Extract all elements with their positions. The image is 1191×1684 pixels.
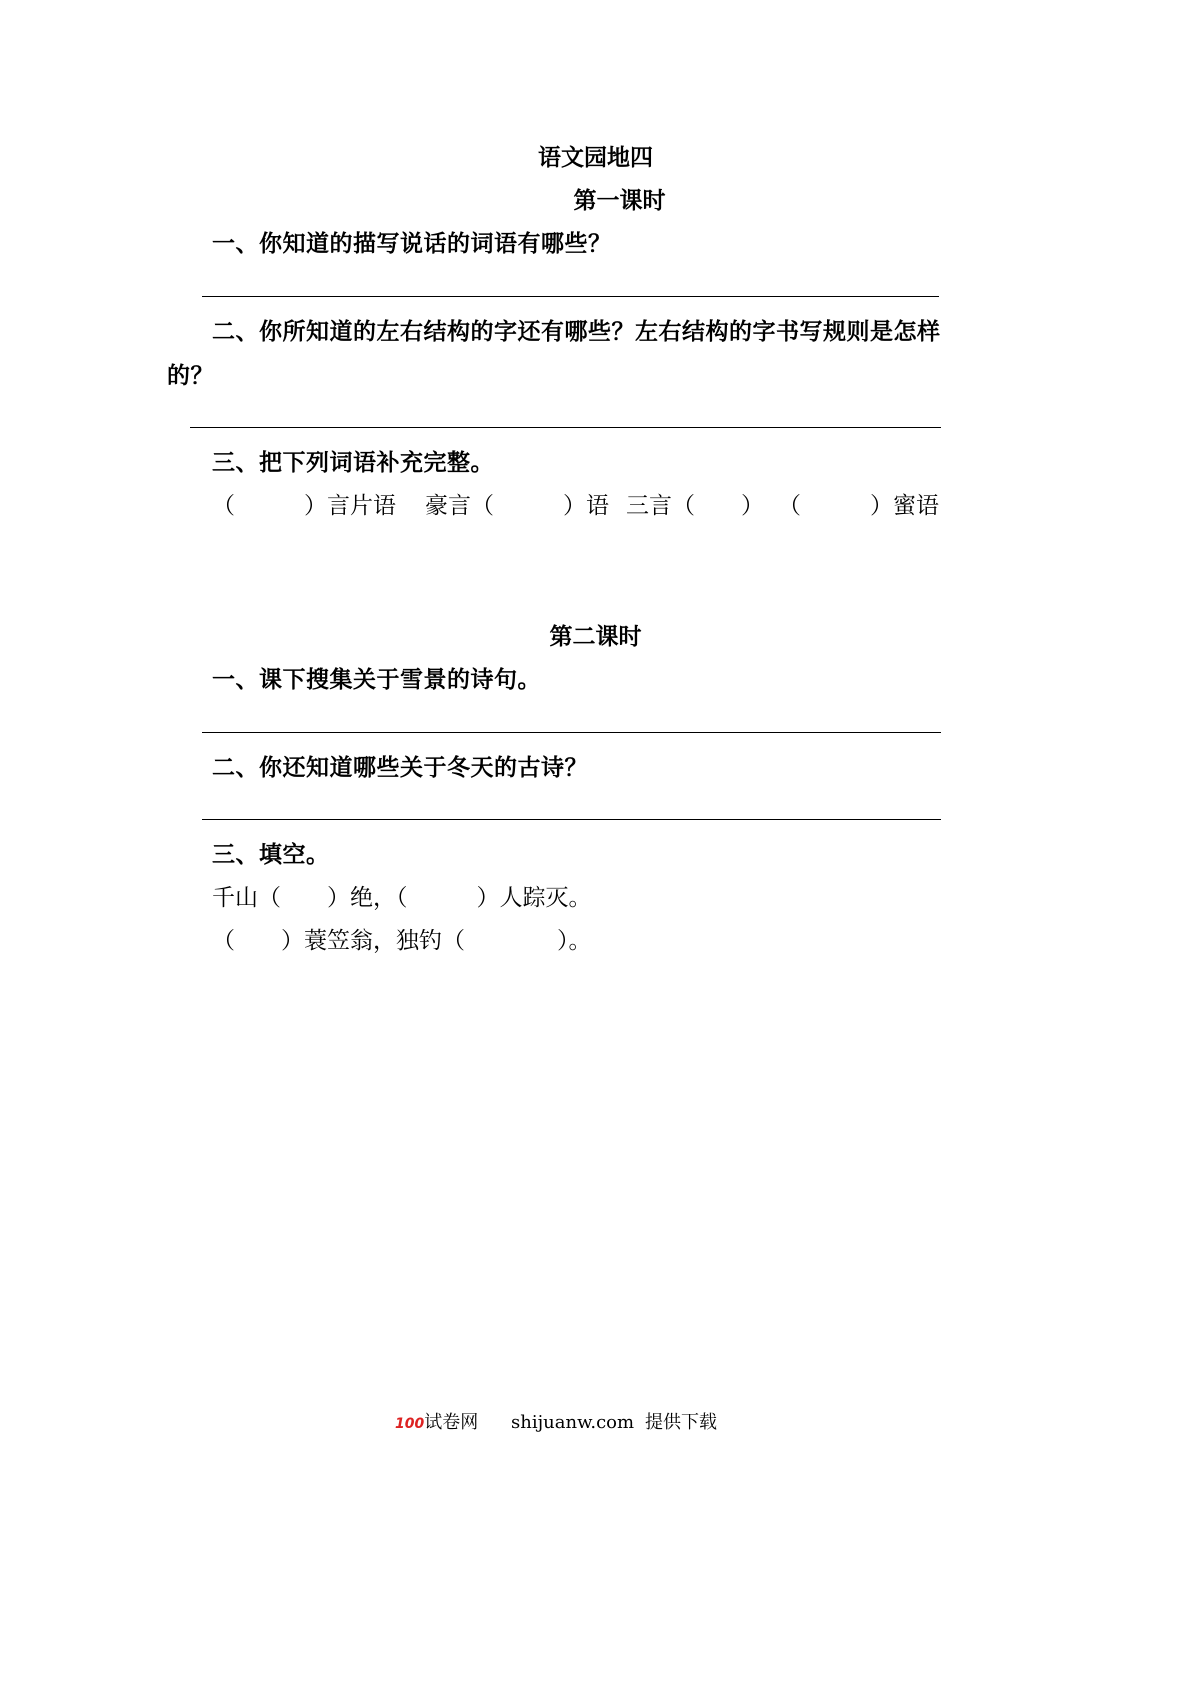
- lesson1-question-1: 一、你知道的描写说话的词语有哪些？: [212, 230, 612, 257]
- lesson2-heading: 第二课时: [549, 623, 642, 650]
- lesson1-question-2-line2: 的？: [167, 362, 214, 389]
- footer-tagline: 提供下载: [645, 1412, 717, 1433]
- page-title: 语文园地四: [538, 144, 653, 171]
- lesson2-question-1: 一、课下搜集关于雪景的诗句。: [212, 666, 541, 693]
- lesson2-question-2: 二、你还知道哪些关于冬天的古诗？: [212, 754, 588, 781]
- lesson1-question-2-line1: 二、你所知道的左右结构的字还有哪些？左右结构的字书写规则是怎样: [212, 318, 941, 345]
- answer-line: [202, 732, 941, 733]
- footer-site-name: 试卷网: [424, 1412, 479, 1433]
- footer-url: shijuanw.com: [511, 1412, 635, 1433]
- idiom-blank-3: 三言（ ）: [626, 493, 764, 519]
- answer-line: [190, 427, 941, 428]
- poem-fill-line-2: （ ）蓑笠翁，独钓（ ）。: [212, 928, 592, 954]
- logo-100-icon: 100: [395, 1416, 425, 1432]
- idiom-blank-4: （ ）蜜语: [778, 493, 939, 519]
- idiom-blank-2: 豪言（ ）语: [425, 493, 609, 519]
- lesson1-question-3: 三、把下列词语补充完整。: [212, 449, 494, 476]
- poem-fill-line-1: 千山（ ）绝，（ ）人踪灭。: [212, 885, 592, 911]
- answer-line: [202, 296, 939, 297]
- lesson1-heading: 第一课时: [573, 187, 666, 214]
- footer-brand: [395, 1414, 478, 1432]
- answer-line: [202, 819, 941, 820]
- idiom-blank-1: （ ）言片语: [212, 493, 396, 519]
- lesson2-question-3: 三、填空。: [212, 841, 330, 868]
